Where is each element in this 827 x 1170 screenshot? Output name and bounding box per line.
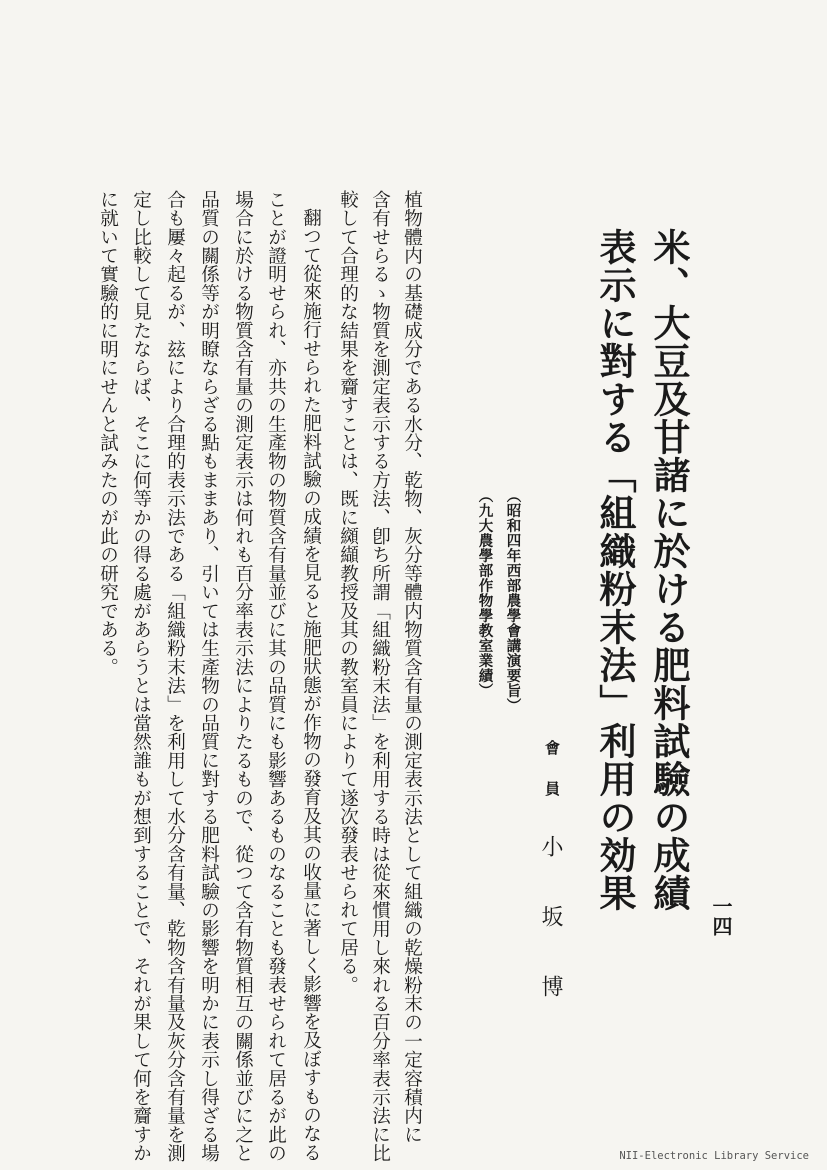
body-line: 翻つて從來施行せられた肥料試驗の成績を見ると施肥狀態が作物の發育及其の收量に著しく影響を及ぼすものなる: [300, 208, 322, 1162]
body-line: に就いて實驗的に明にせんと試みたのが此の研究である。: [97, 190, 119, 677]
footer-service-label: NII-Electronic Library Service: [619, 1150, 809, 1162]
page-number: 一四: [709, 896, 733, 936]
title-line-1: 米、大豆及甘諸に於ける肥料試驗の成績: [647, 228, 691, 912]
body-line: 定し比較して見たならば、そこに何等かの得る處があらうとは當然誰もが想到することで、それが果して何を齎すか: [130, 190, 152, 1163]
body-line: ことが證明せられ、亦共の生產物の物質含有量並びに其の品質にも影響あるものなることも發表せられて居るが此の: [265, 190, 287, 1163]
body-line: 較して合理的な結果を齎すことは、既に纐纈教授及其の教室員によりて遂次發表せられて居る。: [337, 190, 359, 995]
body-line: 場合に於ける物質含有量の測定表示は何れも百分率表示法によりたるもので、從つて含有物質相互の關係並びに之と: [232, 190, 254, 1163]
body-line: 品質の關係等が明瞭ならざる點もままあり、引いては生產物の品質に對する肥料試驗の影響を明かに表示し得ざる場: [198, 190, 220, 1163]
lab-note: （九大農學部作物學教室業績）: [476, 488, 494, 698]
body-line: 合も屢々起るが、玆により合理的表示法である「組織粉末法」を利用して水分含有量、乾物含有量及灰分含有量を測: [164, 190, 186, 1163]
author-name: 小坂博: [538, 835, 563, 1045]
lecture-note: （昭和四年西部農學會講演要旨）: [504, 488, 522, 713]
body-line: 植物體内の基礎成分である水分、乾物、灰分等體内物質含有量の測定表示法として組織の乾燥粉末の一定容積内に: [401, 190, 423, 1144]
title-line-2: 表示に對する「組織粉末法」利用の効果: [593, 228, 637, 912]
author-label: 會員: [543, 740, 561, 822]
body-line: 含有せらるゝ物質を測定表示する方法、卽ち所謂「組織粉末法」を利用する時は從來慣用し來れる百分率表示法に比: [369, 190, 391, 1163]
